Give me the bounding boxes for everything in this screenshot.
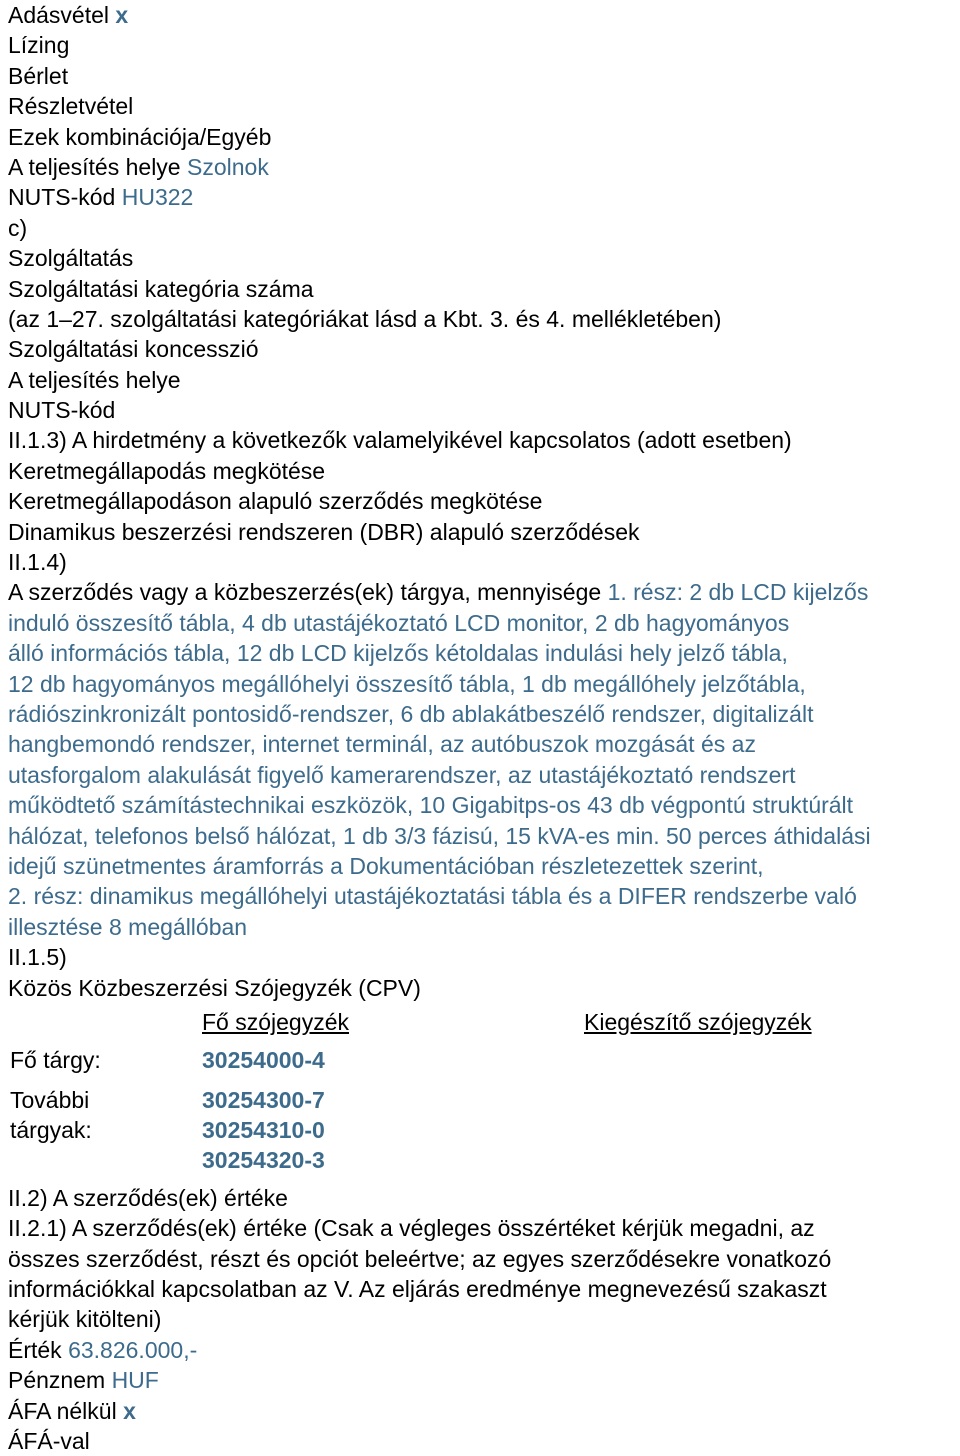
subject-description-line: utasforgalom alakulását figyelő kamerarendszer, az utastájékoztató rendszert — [8, 761, 796, 788]
form-field-label: A teljesítés helye — [8, 366, 181, 393]
cpv-main-subject-label: Fő tárgy: — [10, 1046, 101, 1073]
form-field-label: A teljesítés helye — [8, 153, 181, 180]
value-field-value: x — [123, 1397, 136, 1424]
form-field-line — [8, 122, 958, 152]
cpv-other-code: 30254300-7 — [202, 1086, 325, 1113]
form-field-line — [8, 456, 958, 486]
form-field-label: NUTS-kód — [8, 184, 116, 211]
subject-description-line: 12 db hagyományos megállóhelyi összesítő tábla, 1 db megállóhely jelzőtábla, — [8, 670, 806, 697]
subject-description-line: illesztése 8 megállóban — [8, 913, 248, 940]
form-field-label: Keretmegállapodáson alapuló szerződés megkötése — [8, 488, 543, 515]
subject-description-line: álló információs tábla, 12 db LCD kijelzős kétoldalas indulási hely jelző tábla, — [8, 640, 788, 667]
form-field-label: Lízing — [8, 32, 70, 59]
value-field-label: II.2) A szerződés(ek) értéke — [8, 1184, 288, 1211]
value-field-line — [8, 1396, 958, 1426]
subject-description — [8, 608, 958, 942]
form-field-label: Szolgáltatási koncesszió — [8, 336, 259, 363]
subject-description-line: működtető számítástechnikai eszközök, 10 Gigabitps-os 43 db végpontú struktúrált — [8, 792, 854, 819]
subject-description-line: rádiószinkronizált pontosidő-rendszer, 6 db ablakátbeszélő rendszer, digitalizált — [8, 700, 814, 727]
value-field-label: II.2.1) A szerződés(ek) értéke (Csak a végleges összértéket kérjük megadni, az — [8, 1215, 815, 1242]
form-field-label: (az 1–27. szolgáltatási kategóriákat lásd a Kbt. 3. és 4. mellékletében) — [8, 305, 722, 332]
cpv-table — [8, 1003, 958, 1183]
form-field-line — [8, 517, 958, 547]
form-field-label: c) — [8, 214, 28, 241]
value-field-line — [8, 1213, 958, 1243]
value-field-value: 63.826.000,- — [68, 1336, 198, 1363]
form-field-label: Bérlet — [8, 62, 69, 89]
form-field-line — [8, 547, 958, 577]
document-body — [8, 0, 958, 1456]
subject-value-start: 1. rész: 2 db LCD kijelzős — [607, 579, 869, 606]
cpv-main-vocabulary-header: Fő szójegyzék — [202, 1008, 350, 1035]
form-field-label: Keretmegállapodás megkötése — [8, 457, 326, 484]
form-field-label: Részletvétel — [8, 93, 134, 120]
subject-description-line: hangbemondó rendszer, internet terminál, az autóbuszok mozgását és az — [8, 731, 756, 758]
cpv-other-code: 30254310-0 — [202, 1116, 325, 1143]
form-field-label: Szolgáltatási kategória száma — [8, 275, 314, 302]
form-field-line — [8, 395, 958, 425]
form-field-value: HU322 — [121, 184, 194, 211]
subject-description-line: 2. rész: dinamikus megállóhelyi utastájékoztatási tábla és a DIFER rendszerbe való — [8, 883, 857, 910]
subject-description-line: induló összesítő tábla, 4 db utastájékoztató LCD monitor, 2 db hagyományos — [8, 609, 790, 636]
value-field-label: Pénznem — [8, 1367, 106, 1394]
form-field-label: Dinamikus beszerzési rendszeren (DBR) alapuló szerződések — [8, 518, 640, 545]
form-field-line — [8, 152, 958, 182]
form-field-line — [8, 30, 958, 60]
form-field-line — [8, 243, 958, 273]
cpv-other-subjects-label-1: További — [10, 1086, 90, 1113]
value-field-line — [8, 1244, 958, 1274]
value-field-label: ÁFA nélkül — [8, 1397, 117, 1424]
cpv-main-code: 30254000-4 — [202, 1046, 325, 1073]
form-field-line — [8, 91, 958, 121]
value-field-label: kérjük kitölteni) — [8, 1306, 162, 1333]
value-field-label: információkkal kapcsolatban az V. Az eljárás eredménye megnevezésű szakaszt — [8, 1276, 827, 1303]
subject-description-line: hálózat, telefonos belső hálózat, 1 db 3/3 fázisú, 15 kVA-es min. 50 perces áthidalási — [8, 822, 871, 849]
cpv-section-number: II.1.5) — [8, 944, 67, 971]
subject-label: A szerződés vagy a közbeszerzés(ek) tárgya, mennyisége — [8, 579, 602, 606]
subject-section — [8, 577, 958, 942]
form-field-value: x — [115, 2, 129, 28]
form-field-line — [8, 425, 958, 455]
form-field-line — [8, 182, 958, 212]
form-field-value: Szolnok — [187, 153, 269, 180]
value-field-label: összes szerződést, részt és opciót beleértve; az egyes szerződésekre vonatkozó — [8, 1245, 832, 1272]
cpv-supplementary-vocabulary-header: Kiegészítő szójegyzék — [584, 1008, 812, 1035]
value-field-line — [8, 1274, 958, 1304]
form-field-line — [8, 365, 958, 395]
value-field-label: Érték — [8, 1336, 62, 1363]
form-field-label: Szolgáltatás — [8, 245, 134, 272]
form-field-label: NUTS-kód — [8, 397, 116, 424]
form-field-label: Ezek kombinációja/Egyéb — [8, 123, 272, 150]
value-field-line — [8, 1365, 958, 1395]
cpv-other-subjects-label-2: tárgyak: — [10, 1116, 92, 1143]
value-field-label: ÁFÁ-val — [8, 1428, 90, 1455]
form-field-line — [8, 213, 958, 243]
value-field-line — [8, 1304, 958, 1334]
subject-description-line: idejű szünetmentes áramforrás a Dokumentációban részletezettek szerint, — [8, 852, 764, 879]
form-field-line — [8, 274, 958, 304]
form-field-line — [8, 304, 958, 334]
value-field-line — [8, 1183, 958, 1213]
value-section — [8, 1183, 958, 1456]
form-field-line — [8, 61, 958, 91]
form-field-label: II.1.4) — [8, 549, 67, 576]
form-field-label: Adásvétel — [8, 2, 110, 28]
value-field-value: HUF — [111, 1367, 159, 1394]
form-field-label: II.1.3) A hirdetmény a következők valamelyikével kapcsolatos (adott esetben) — [8, 427, 792, 454]
cpv-section-title: Közös Közbeszerzési Szójegyzék (CPV) — [8, 974, 421, 1001]
form-field-line — [8, 334, 958, 364]
cpv-other-code: 30254320-3 — [202, 1146, 325, 1173]
value-field-line — [8, 1426, 958, 1456]
subject-first-line — [8, 577, 958, 607]
value-field-line — [8, 1335, 958, 1365]
top-section — [8, 0, 958, 577]
form-field-line — [8, 0, 958, 30]
form-field-line — [8, 486, 958, 516]
